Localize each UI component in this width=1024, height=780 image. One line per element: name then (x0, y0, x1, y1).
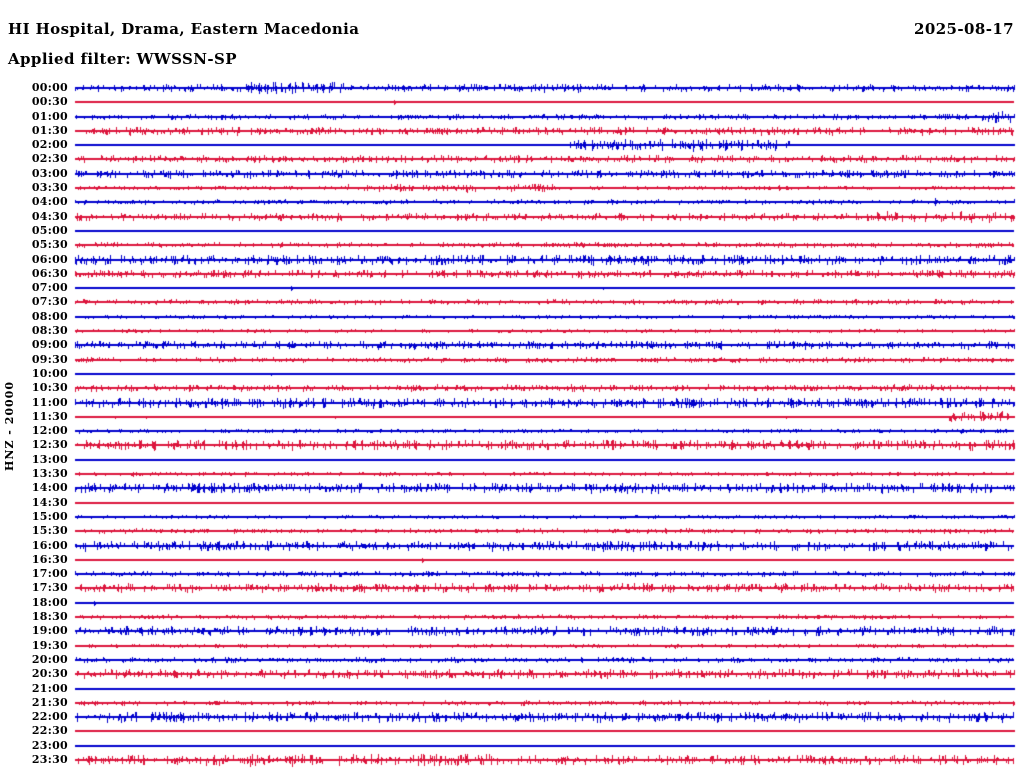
time-label-0130: 01:30 (31, 124, 68, 137)
time-label-0700: 07:00 (31, 281, 68, 294)
time-label-0830: 08:30 (31, 324, 68, 337)
time-label-1930: 19:30 (31, 639, 68, 652)
time-label-1100: 11:00 (31, 396, 68, 409)
time-label-0230: 02:30 (31, 152, 68, 165)
time-label-0930: 09:30 (31, 353, 68, 366)
time-label-0800: 08:00 (31, 310, 68, 323)
time-label-1830: 18:30 (31, 610, 68, 623)
time-label-1300: 13:00 (31, 453, 68, 466)
time-label-1030: 10:30 (31, 381, 68, 394)
time-label-1000: 10:00 (31, 367, 68, 380)
time-label-1200: 12:00 (31, 424, 68, 437)
time-label-1500: 15:00 (31, 510, 68, 523)
time-label-2200: 22:00 (31, 710, 68, 723)
time-label-1730: 17:30 (31, 581, 68, 594)
time-label-0100: 01:00 (31, 110, 68, 123)
time-label-2300: 23:00 (31, 739, 68, 752)
time-label-1530: 15:30 (31, 524, 68, 537)
time-label-2100: 21:00 (31, 682, 68, 695)
time-label-0430: 04:30 (31, 210, 68, 223)
time-label-0330: 03:30 (31, 181, 68, 194)
time-label-0300: 03:00 (31, 167, 68, 180)
time-label-0400: 04:00 (31, 195, 68, 208)
time-label-2230: 22:30 (31, 724, 68, 737)
time-label-2000: 20:00 (31, 653, 68, 666)
time-label-2330: 23:30 (31, 753, 68, 766)
time-label-0900: 09:00 (31, 338, 68, 351)
time-label-0030: 00:30 (31, 95, 68, 108)
time-label-0630: 06:30 (31, 267, 68, 280)
time-label-1600: 16:00 (31, 539, 68, 552)
time-label-0200: 02:00 (31, 138, 68, 151)
time-label-0600: 06:00 (31, 253, 68, 266)
time-label-0530: 05:30 (31, 238, 68, 251)
time-label-1230: 12:30 (31, 438, 68, 451)
time-label-1900: 19:00 (31, 624, 68, 637)
time-label-1130: 11:30 (31, 410, 68, 423)
time-label-1700: 17:00 (31, 567, 68, 580)
time-label-0730: 07:30 (31, 295, 68, 308)
time-label-0500: 05:00 (31, 224, 68, 237)
time-label-2030: 20:30 (31, 667, 68, 680)
time-label-1800: 18:00 (31, 596, 68, 609)
time-label-0000: 00:00 (31, 81, 68, 94)
time-label-1400: 14:00 (31, 481, 68, 494)
time-label-2130: 21:30 (31, 696, 68, 709)
time-label-1630: 16:30 (31, 553, 68, 566)
time-label-1330: 13:30 (31, 467, 68, 480)
time-label-1430: 14:30 (31, 496, 68, 509)
